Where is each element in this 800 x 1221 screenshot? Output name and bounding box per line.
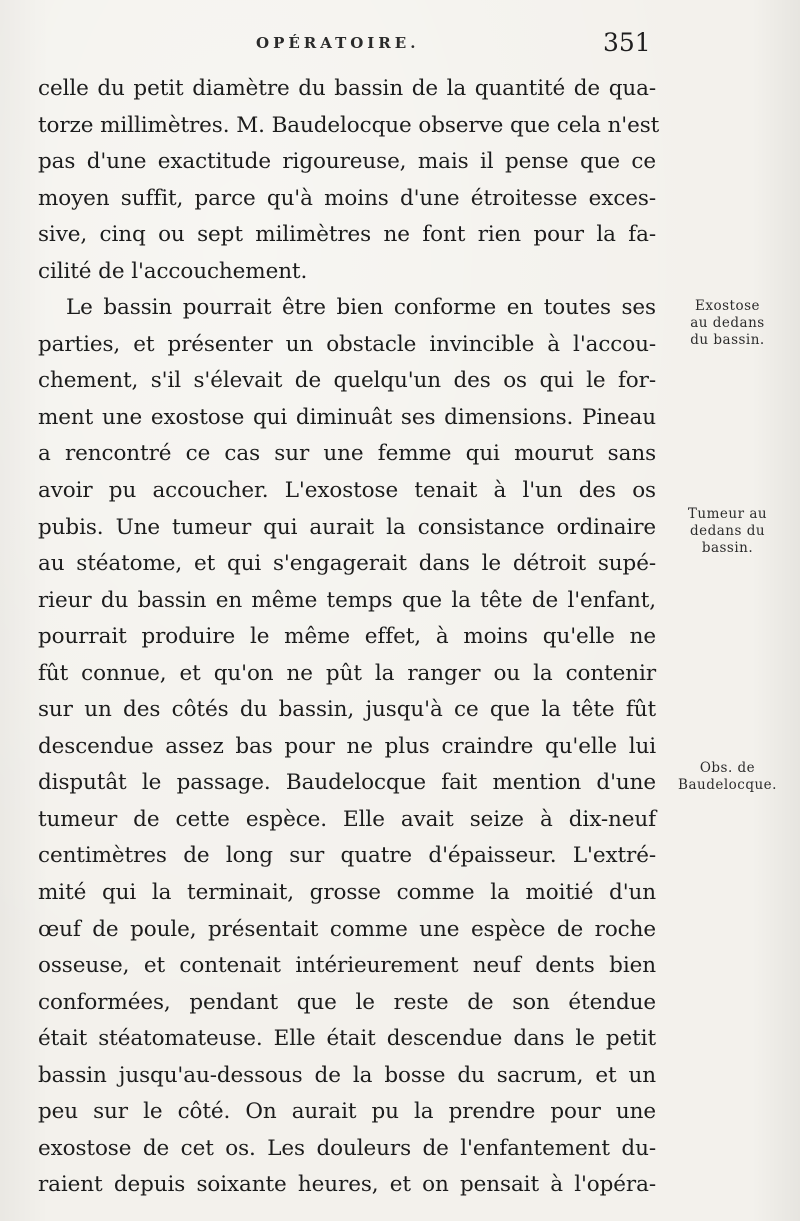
body-text [38, 71, 660, 1204]
page-number: 351 [603, 28, 651, 57]
text-line: disputât le passage. Baudelocque fait mention d'une [38, 770, 656, 796]
text-line: parties, et présenter un obstacle invincible à l'accou- [38, 331, 656, 357]
text-line: mité qui la terminait, grosse comme la moitié d'un [38, 880, 656, 906]
text-line: bassin jusqu'au-dessous de la bosse du sacrum, et un [38, 1062, 656, 1088]
margin-note-exostose [660, 298, 795, 349]
text-line: cilité de l'accouchement. [38, 258, 308, 284]
margin-note-line: Exostose [695, 298, 760, 314]
text-line: peu sur le côté. On aurait pu la prendre pour une [38, 1099, 656, 1125]
text-line: tumeur de cette espèce. Elle avait seize à dix-neuf [38, 806, 656, 832]
text-line: rieur du bassin en même temps que la tête de l'enfant, [38, 587, 656, 613]
text-line: torze millimètres. M. Baudelocque observe que cela n'est [38, 112, 660, 138]
text-line: raient depuis soixante heures, et on pensait à l'opéra- [38, 1172, 656, 1198]
text-line: pas d'une exactitude rigoureuse, mais il pense que ce [38, 149, 656, 175]
text-line: exostose de cet os. Les douleurs de l'enfantement du- [38, 1135, 656, 1161]
margin-note-line: Baudelocque. [678, 777, 777, 793]
text-line: centimètres de long sur quatre d'épaisseur. L'extré- [38, 843, 656, 869]
margin-note-line: Obs. de [699, 760, 756, 776]
text-line: au stéatome, et qui s'engagerait dans le détroit supé- [38, 551, 656, 577]
text-line: œuf de poule, présentait comme une espèce de roche [38, 916, 656, 942]
text-line: fût connue, et qu'on ne pût la ranger ou la contenir [38, 660, 656, 686]
margin-note-line: Tumeur au [687, 506, 768, 522]
margin-note-tumeur [660, 506, 795, 557]
text-line: sur un des côtés du bassin, jusqu'à ce que la tête fût [38, 697, 656, 723]
text-line: moyen suffit, parce qu'à moins d'une étroitesse exces- [38, 185, 656, 211]
text-line: pubis. Une tumeur qui aurait la consistance ordinaire [38, 514, 656, 540]
text-line: chement, s'il s'élevait de quelqu'un des os qui le for- [38, 368, 656, 394]
margin-note-line: au dedans [690, 315, 765, 331]
text-line: sive, cinq ou sept milimètres ne font rien pour la fa- [38, 222, 656, 248]
text-line: descendue assez bas pour ne plus craindre qu'elle lui [38, 733, 656, 759]
margin-note-line: bassin. [701, 540, 754, 556]
text-line: était stéatomateuse. Elle était descendue dans le petit [38, 1026, 656, 1052]
paragraph-start: Le bassin pourrait être bien conforme en toutes ses [66, 295, 656, 321]
text-line: ment une exostose qui diminuât ses dimensions. Pineau [38, 404, 656, 430]
text-line: celle du petit diamètre du bassin de la quantité de qua- [38, 76, 656, 101]
margin-note-line: dedans du [689, 523, 766, 539]
margin-note-baudelocque [660, 760, 795, 794]
text-line: a rencontré ce cas sur une femme qui mourut sans [38, 441, 656, 467]
text-line: conformées, pendant que le reste de son étendue [38, 989, 656, 1015]
text-line: pourrait produire le même effet, à moins qu'elle ne [38, 624, 656, 650]
margin-notes [660, 0, 795, 1221]
text-line: osseuse, et contenait intérieurement neuf dents bien [38, 953, 656, 979]
text-line: avoir pu accoucher. L'exostose tenait à l'un des os [38, 478, 656, 504]
running-title: OPÉRATOIRE. [256, 34, 420, 52]
margin-note-line: du bassin. [690, 332, 765, 348]
